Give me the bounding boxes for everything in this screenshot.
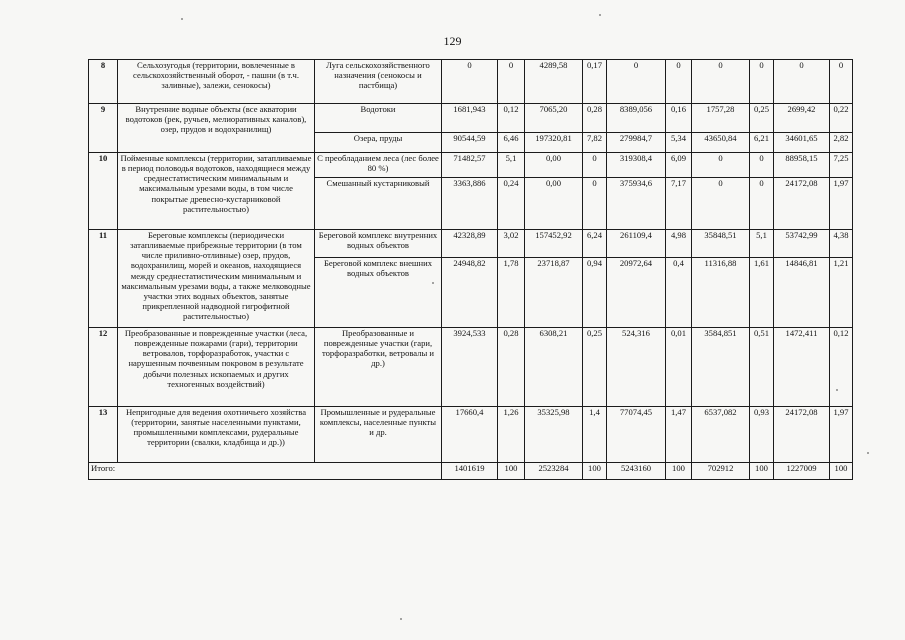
value-cell: 0 (692, 153, 750, 178)
value-cell: 17660,4 (442, 407, 498, 463)
value-cell: 0 (666, 60, 692, 104)
value-cell: 23718,87 (525, 258, 583, 328)
value-cell: 0,24 (498, 178, 525, 230)
value-cell: 0 (692, 60, 750, 104)
value-cell: 3363,886 (442, 178, 498, 230)
value-cell: 0 (774, 60, 830, 104)
value-cell: 20972,64 (607, 258, 666, 328)
row-number: 8 (89, 60, 118, 104)
value-cell: 279984,7 (607, 133, 666, 153)
total-value-cell: 100 (583, 463, 607, 480)
value-cell: 35325,98 (525, 407, 583, 463)
value-cell: 1,26 (498, 407, 525, 463)
value-cell: 0,17 (583, 60, 607, 104)
table-row (89, 407, 853, 463)
value-cell: 88958,15 (774, 153, 830, 178)
row-number: 13 (89, 407, 118, 463)
row-number: 11 (89, 230, 118, 328)
value-cell: 0,28 (498, 328, 525, 407)
subcategory-cell: Промышленные и рудеральные комплексы, населенные пункты и др. (315, 407, 442, 463)
value-cell: 0 (750, 60, 774, 104)
value-cell: 4,98 (666, 230, 692, 258)
value-cell: 0,25 (750, 104, 774, 133)
value-cell: 1757,28 (692, 104, 750, 133)
category-cell: Непригодные для ведения охотничьего хозяйства (территории, занятые населенными пунктами, промышленными комплексами, рудеральные территории (свалки, кладбища и др.)) (118, 407, 315, 463)
table-row (89, 60, 853, 104)
row-number: 12 (89, 328, 118, 407)
value-cell: 6537,082 (692, 407, 750, 463)
value-cell: 0,16 (666, 104, 692, 133)
value-cell: 0 (498, 60, 525, 104)
value-cell: 524,316 (607, 328, 666, 407)
value-cell: 4289,58 (525, 60, 583, 104)
value-cell: 1681,943 (442, 104, 498, 133)
value-cell: 6,24 (583, 230, 607, 258)
value-cell: 43650,84 (692, 133, 750, 153)
value-cell: 35848,51 (692, 230, 750, 258)
value-cell: 1,97 (830, 178, 853, 230)
value-cell: 6,46 (498, 133, 525, 153)
value-cell: 0,00 (525, 178, 583, 230)
value-cell: 0,4 (666, 258, 692, 328)
value-cell: 0 (750, 178, 774, 230)
value-cell: 14846,81 (774, 258, 830, 328)
total-value-cell: 100 (750, 463, 774, 480)
value-cell: 0 (607, 60, 666, 104)
value-cell: 7,82 (583, 133, 607, 153)
value-cell: 0,51 (750, 328, 774, 407)
value-cell: 0 (583, 178, 607, 230)
subcategory-cell: Береговой комплекс внешних водных объектов (315, 258, 442, 328)
value-cell: 375934,6 (607, 178, 666, 230)
value-cell: 0 (442, 60, 498, 104)
value-cell: 1,97 (830, 407, 853, 463)
value-cell: 5,1 (498, 153, 525, 178)
value-cell: 24172,08 (774, 178, 830, 230)
subcategory-cell: Преобразованные и поврежденные участки (гари, торфоразработки, ветровалы и др.) (315, 328, 442, 407)
value-cell: 0,25 (583, 328, 607, 407)
category-cell: Преобразованные и поврежденные участки (леса, поврежденные пожарами (гари), территории ветровалов, торфоразработок, участки с нарушенным почвенным покровом в результате добычи полезных ископаемых и других техногенных воздействий) (118, 328, 315, 407)
value-cell: 0 (692, 178, 750, 230)
value-cell: 4,38 (830, 230, 853, 258)
total-value-cell: 1401619 (442, 463, 498, 480)
value-cell: 0,12 (830, 328, 853, 407)
value-cell: 11316,88 (692, 258, 750, 328)
total-value-cell: 100 (666, 463, 692, 480)
value-cell: 0,01 (666, 328, 692, 407)
value-cell: 0 (583, 153, 607, 178)
value-cell: 8389,056 (607, 104, 666, 133)
value-cell: 7065,20 (525, 104, 583, 133)
value-cell: 5,1 (750, 230, 774, 258)
value-cell: 0 (750, 153, 774, 178)
value-cell: 1,4 (583, 407, 607, 463)
value-cell: 24172,08 (774, 407, 830, 463)
total-value-cell: 100 (498, 463, 525, 480)
category-cell: Сельхозугодья (территории, вовлеченные в сельскохозяйственный оборот, - пашни (в т.ч. заливные), залежи, сенокосы) (118, 60, 315, 104)
page-number: 129 (443, 34, 462, 48)
category-cell: Пойменные комплексы (территории, затапливаемые в период половодья водотоков, находящиеся между среднестатистическим минимальным и максимальным урезами воды, в том числе покрытые древесно-кустарниковой растительностью) (118, 153, 315, 230)
value-cell: 2699,42 (774, 104, 830, 133)
value-cell: 157452,92 (525, 230, 583, 258)
value-cell: 90544,59 (442, 133, 498, 153)
value-cell: 1,47 (666, 407, 692, 463)
value-cell: 1472,411 (774, 328, 830, 407)
table-row (89, 104, 853, 133)
subcategory-cell: Озера, пруды (315, 133, 442, 153)
value-cell: 7,25 (830, 153, 853, 178)
total-value-cell: 2523284 (525, 463, 583, 480)
value-cell: 42328,89 (442, 230, 498, 258)
value-cell: 3584,851 (692, 328, 750, 407)
value-cell: 2,82 (830, 133, 853, 153)
value-cell: 34601,65 (774, 133, 830, 153)
category-cell: Внутренние водные объекты (все акватории водотоков (рек, ручьев, мелиоративных каналов), озер, прудов и водохранилищ) (118, 104, 315, 153)
value-cell: 6,21 (750, 133, 774, 153)
value-cell: 0,00 (525, 153, 583, 178)
total-label: Итого: (89, 463, 442, 480)
value-cell: 6308,21 (525, 328, 583, 407)
table-row (89, 328, 853, 407)
total-value-cell: 702912 (692, 463, 750, 480)
value-cell: 0,12 (498, 104, 525, 133)
land-category-table (88, 59, 853, 480)
table-row (89, 153, 853, 178)
total-value-cell: 5243160 (607, 463, 666, 480)
subcategory-cell: Смешанный кустарниковый (315, 178, 442, 230)
value-cell: 319308,4 (607, 153, 666, 178)
value-cell: 3924,533 (442, 328, 498, 407)
total-value-cell: 1227009 (774, 463, 830, 480)
total-row (89, 463, 853, 480)
value-cell: 1,21 (830, 258, 853, 328)
row-number: 9 (89, 104, 118, 153)
value-cell: 7,17 (666, 178, 692, 230)
value-cell: 3,02 (498, 230, 525, 258)
value-cell: 0 (830, 60, 853, 104)
table-row (89, 230, 853, 258)
value-cell: 6,09 (666, 153, 692, 178)
value-cell: 197320,81 (525, 133, 583, 153)
category-cell: Береговые комплексы (периодически затапливаемые прибрежные территории (в том числе приливно-отливные) озер, прудов, водохранилищ, морей и океанов, находящиеся между среднестатистическим минимальным и максимальным урезами воды, а также мелководные участки этих водных объектов, занятые прикрепленной надводной гигрофитной растительностью) (118, 230, 315, 328)
value-cell: 0,22 (830, 104, 853, 133)
value-cell: 71482,57 (442, 153, 498, 178)
value-cell: 1,78 (498, 258, 525, 328)
total-value-cell: 100 (830, 463, 853, 480)
subcategory-cell: Луга сельскохозяйственного назначения (сенокосы и пастбища) (315, 60, 442, 104)
value-cell: 5,34 (666, 133, 692, 153)
value-cell: 1,61 (750, 258, 774, 328)
value-cell: 0,28 (583, 104, 607, 133)
subcategory-cell: Водотоки (315, 104, 442, 133)
value-cell: 77074,45 (607, 407, 666, 463)
subcategory-cell: Береговой комплекс внутренних водных объектов (315, 230, 442, 258)
value-cell: 24948,82 (442, 258, 498, 328)
value-cell: 0,93 (750, 407, 774, 463)
value-cell: 53742,99 (774, 230, 830, 258)
value-cell: 261109,4 (607, 230, 666, 258)
value-cell: 0,94 (583, 258, 607, 328)
subcategory-cell: С преобладанием леса (лес более 80 %) (315, 153, 442, 178)
row-number: 10 (89, 153, 118, 230)
